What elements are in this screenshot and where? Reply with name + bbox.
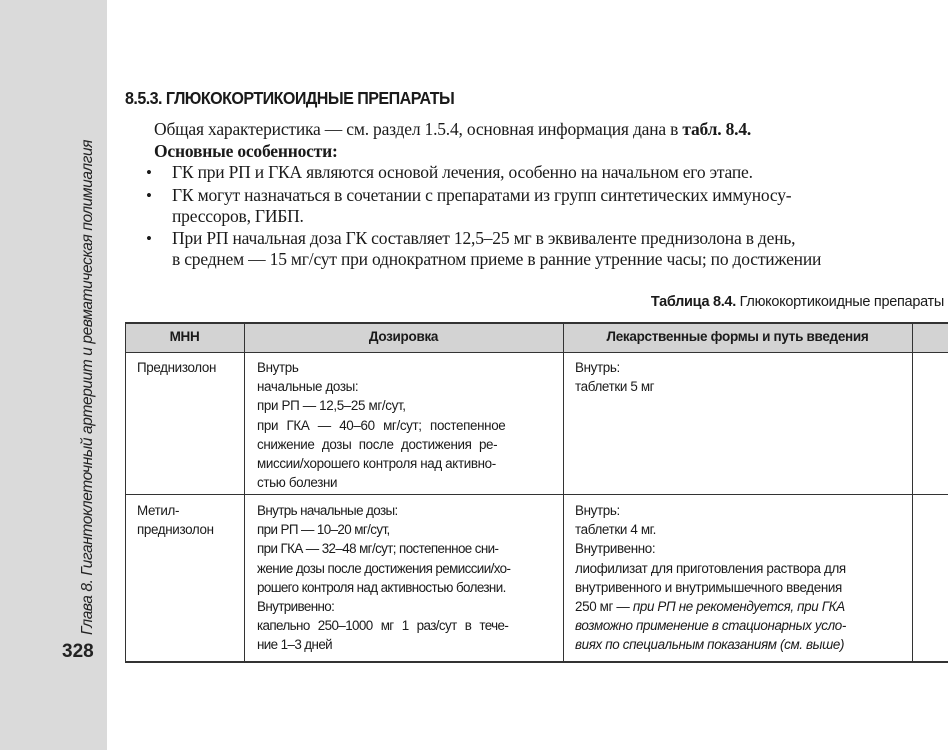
table-col-line — [244, 322, 245, 663]
dosage-line: при ГКА — 40–60 мг/сут; постепенное — [257, 417, 506, 433]
column-header-inn: МНН — [169, 329, 200, 344]
forms-line: Внутрь: — [575, 360, 620, 375]
table-col-line — [125, 322, 126, 663]
table-row-methylprednisolone-forms — [575, 501, 846, 655]
drug-name: преднизолон — [137, 522, 214, 538]
dosage-line: миссии/хорошего контроля над активно- — [257, 455, 496, 471]
drug-name: Преднизолон — [137, 360, 217, 375]
column-header-forms: Лекарственные формы и путь введения — [606, 329, 869, 344]
dosage-line: при РП — 10–20 мг/сут, — [257, 522, 390, 538]
dosage-line: стью болезни — [257, 475, 338, 491]
caption-text: Глюкокортикоидные препараты — [735, 294, 944, 310]
section-heading: 8.5.3. ГЛЮКОКОРТИКОИДНЫЕ ПРЕПАРАТЫ — [125, 88, 455, 108]
forms-line — [575, 597, 846, 616]
page-number: 328 — [62, 641, 94, 662]
dosage-line: жение дозы после достижения ремиссии/хо- — [257, 560, 511, 576]
dosage-line: снижение дозы после достижения ре- — [257, 436, 498, 452]
table-rule — [125, 352, 948, 353]
dosage-line: при ГКА — 32–48 мг/сут; постепенное сни- — [257, 541, 499, 557]
table-row-prednisolone-forms — [575, 358, 654, 396]
column-header-dosage: Дозировка — [368, 329, 439, 344]
dosage-line: при РП — 12,5–25 мг/сут, — [257, 398, 406, 414]
intro-text: Общая характеристика — см. раздел 1.5.4, основная информация дана в — [154, 119, 683, 139]
intro-paragraph — [154, 119, 751, 140]
forms-note: возможно применение в стационарных усло- — [575, 618, 846, 634]
bullet-line: прессоров, ГИБП. — [172, 206, 304, 226]
table-rule — [125, 661, 948, 663]
caption-label: Таблица 8.4. — [650, 294, 736, 310]
dosage-line: рошего контроля над активностью болезни. — [257, 579, 506, 595]
forms-note: виях по специальным показаниям (см. выше) — [575, 637, 845, 653]
glucocorticoid-table — [125, 322, 948, 663]
bullet-icon: • — [146, 229, 152, 248]
bullet-icon: • — [146, 163, 152, 182]
table-caption — [651, 294, 944, 310]
bullet-icon: • — [146, 186, 152, 205]
forms-line: внутривенного и внутримышечного введения — [575, 579, 842, 595]
dosage-line: ние 1–3 дней — [257, 637, 333, 653]
table-col-line — [912, 322, 913, 663]
table-row-methylprednisolone-dosage — [257, 501, 510, 655]
forms-text: 250 мг — — [575, 598, 633, 614]
forms-line: лиофилизат для приготовления раствора для — [575, 560, 846, 576]
forms-line: Внутривенно: — [575, 541, 656, 557]
table-row-prednisolone-name — [137, 358, 216, 377]
table-rule — [125, 322, 948, 324]
dosage-line: Внутривенно: — [257, 598, 335, 614]
features-title: Основные особенности: — [154, 141, 338, 161]
forms-note: при РП не рекомендуется, при ГКА — [632, 598, 845, 614]
table-rule — [125, 494, 948, 495]
bullet-line: ГК могут назначаться в сочетании с препаратами из групп синтетических иммуносу- — [172, 185, 792, 205]
bullet-line: ГК при РП и ГКА являются основой лечения, особенно на начальном его этапе. — [172, 162, 753, 182]
dosage-line: капельно 250–1000 мг 1 раз/сут в тече- — [257, 618, 509, 634]
forms-line: таблетки 4 мг. — [575, 522, 656, 538]
running-head: Глава 8. Гигантоклеточный артериит и ревматическая полимиалгия — [79, 139, 96, 635]
dosage-line: начальные дозы: — [257, 379, 359, 395]
table-reference: табл. 8.4. — [682, 119, 752, 139]
dosage-line: Внутрь начальные дозы: — [257, 503, 398, 518]
table-row-prednisolone-dosage — [257, 358, 505, 492]
dosage-line: Внутрь — [257, 360, 299, 375]
forms-line: Внутрь: — [575, 503, 620, 518]
table-row-methylprednisolone-name — [137, 501, 214, 539]
drug-name: Метил- — [137, 503, 180, 518]
bullet-line: в среднем — 15 мг/сут при однократном приеме в ранние утренние часы; по достижении — [172, 249, 822, 269]
table-col-line — [563, 322, 564, 663]
forms-line: таблетки 5 мг — [575, 379, 655, 395]
bullet-line: При РП начальная доза ГК составляет 12,5–25 мг в эквиваленте преднизолона в день, — [172, 228, 796, 248]
